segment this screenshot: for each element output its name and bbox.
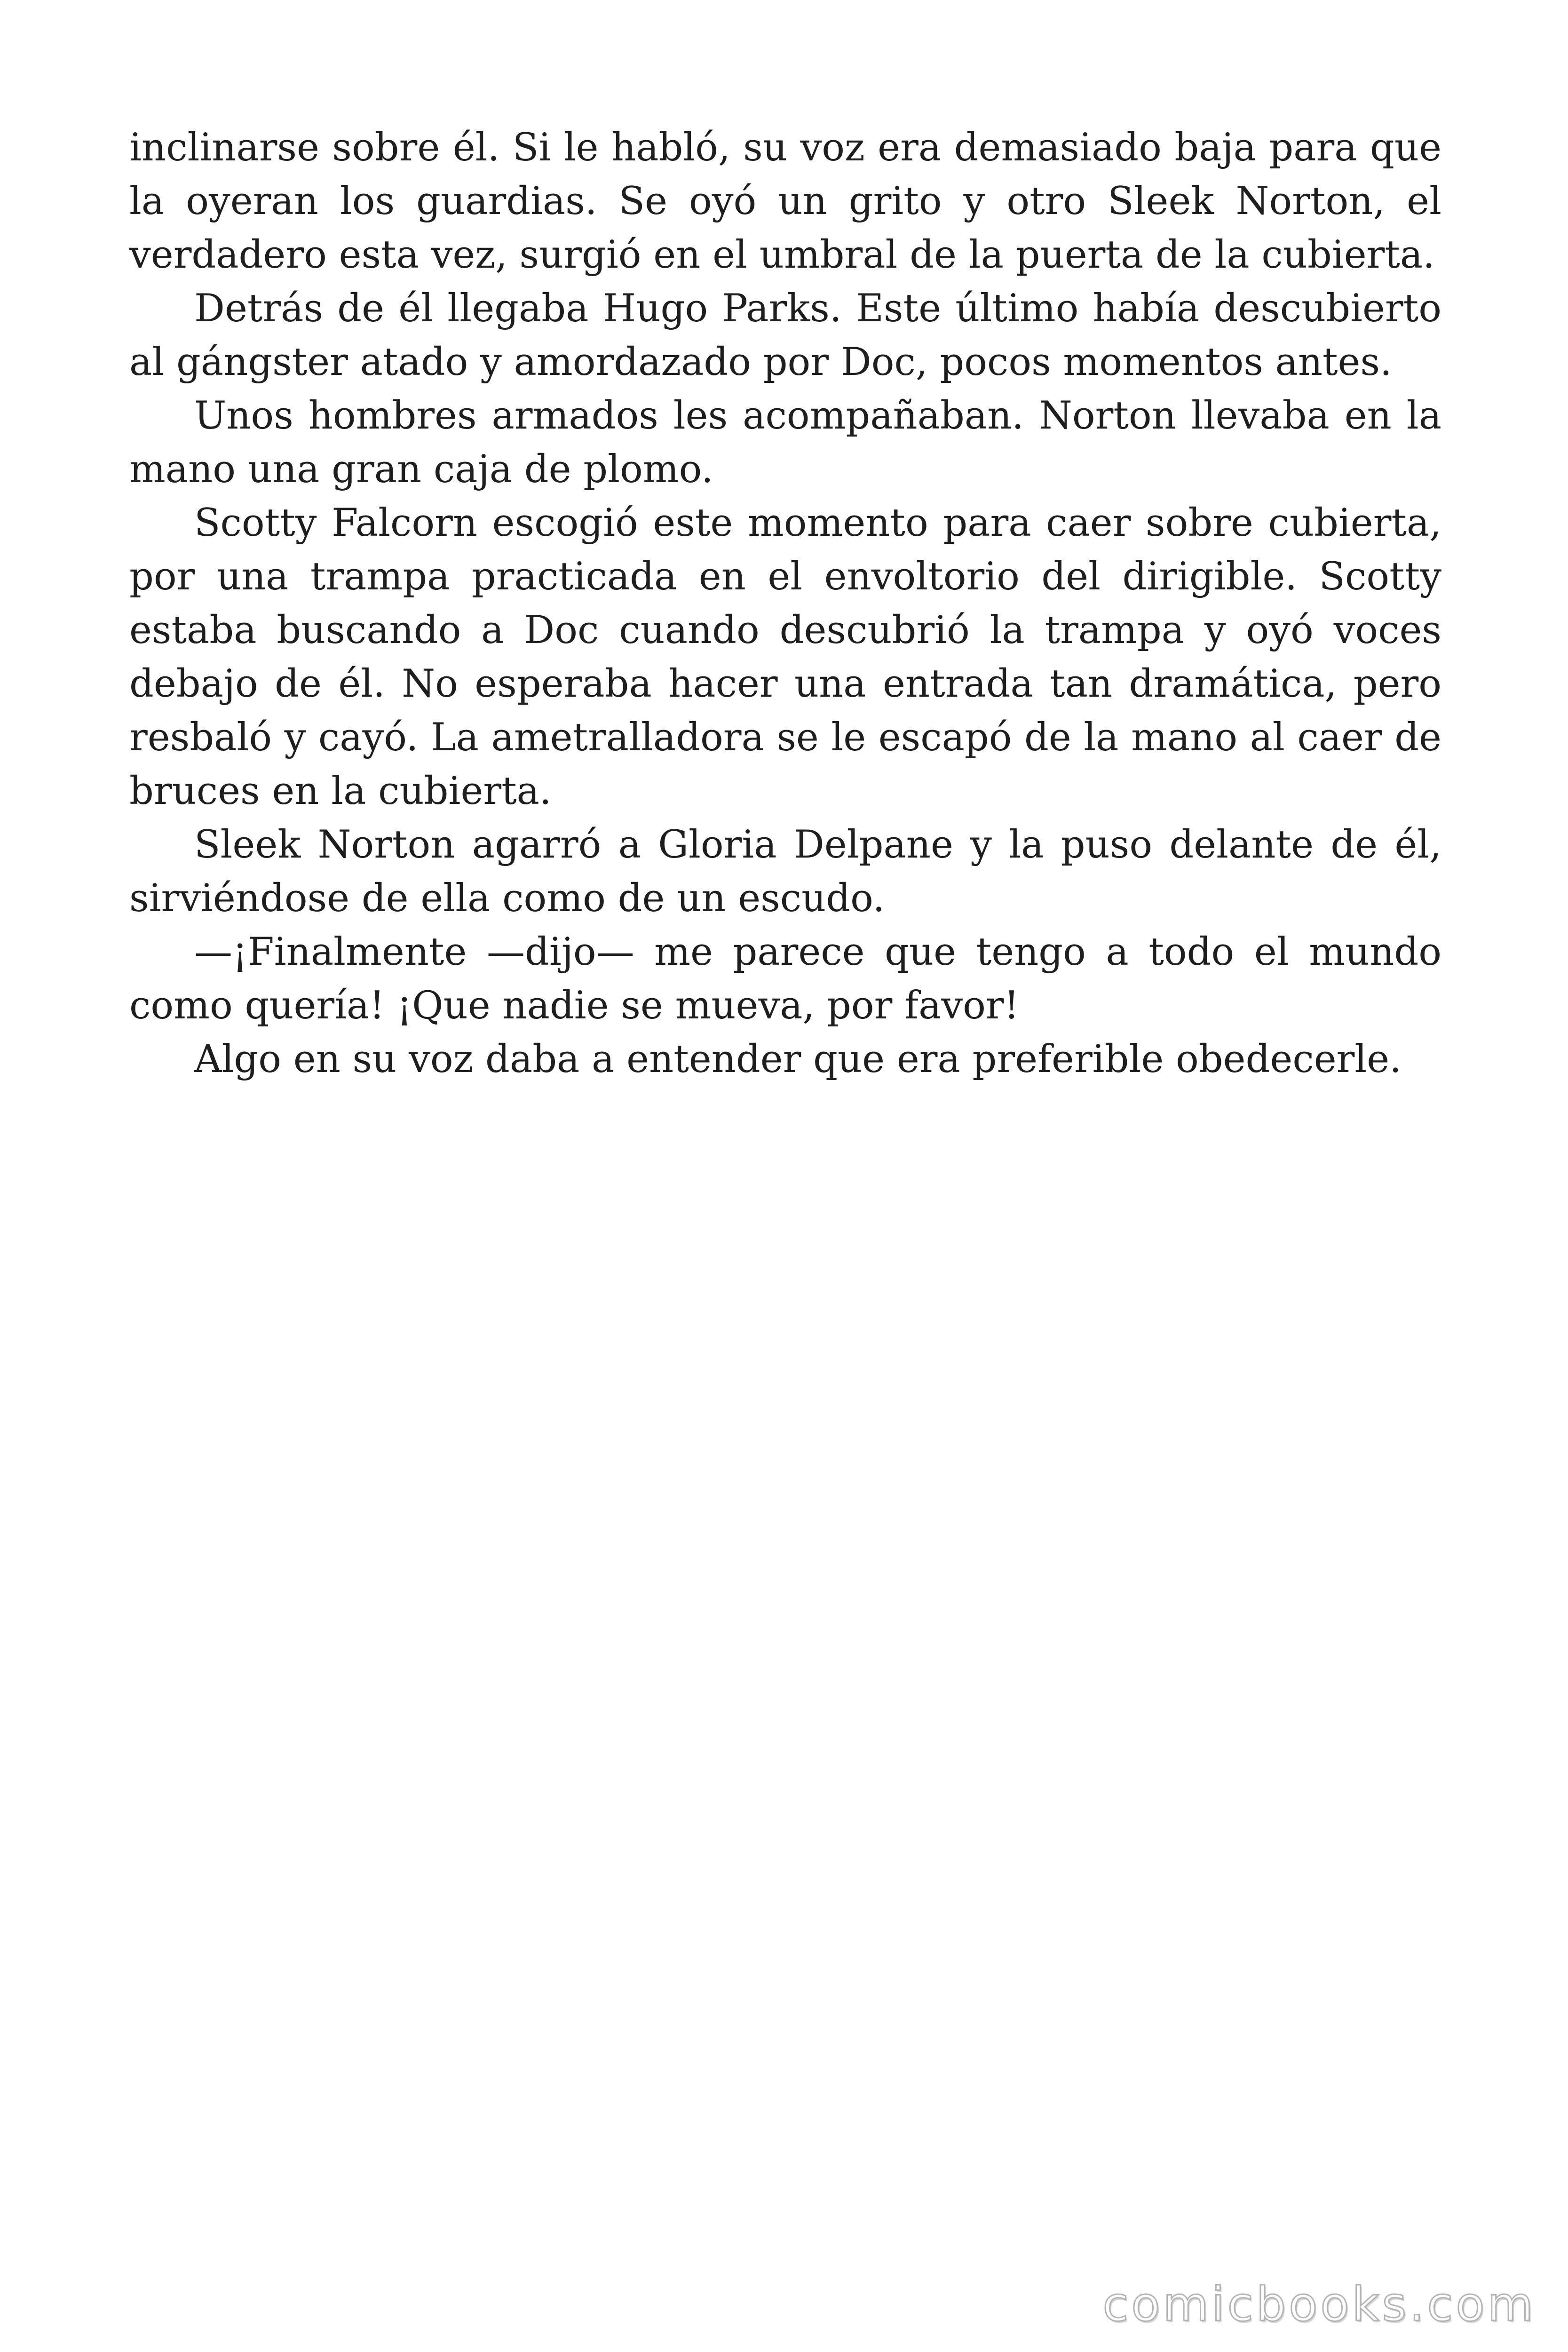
paragraph-3: Unos hombres armados les acompañaban. Norton llevaba en la mano una gran caja de plomo. [129,394,1441,492]
body-text [129,121,1441,1086]
paragraph-6: —¡Finalmente —dijo— me parece que tengo a todo el mundo como quería! ¡Que nadie se mueva, por favor! [129,930,1441,1028]
paragraph-4: Scotty Falcorn escogió este momento para caer sobre cubierta, por una trampa practicada en el envoltorio del dirigible. Scotty estaba buscando a Doc cuando descubrió la trampa y oyó voces debajo de él. No esperaba hacer una entrada tan dramática, pero resbaló y cayó. La ametralladora se le escapó de la mano al caer de bruces en la cubierta. [129,501,1441,813]
paragraph-7: Algo en su voz daba a entender que era preferible obedecerle. [194,1037,1402,1081]
paragraph-2: Detrás de él llegaba Hugo Parks. Este último había descubierto al gángster atado y amordazado por Doc, pocos momentos antes. [129,286,1441,384]
watermark: comicbooks.com [1102,2277,1536,2332]
paragraph-5: Sleek Norton agarró a Gloria Delpane y la puso delante de él, sirviéndose de ella como de un escudo. [129,823,1441,921]
paragraph-1: inclinarse sobre él. Si le habló, su voz era demasiado baja para que la oyeran los guardias. Se oyó un grito y otro Sleek Norton, el verdadero esta vez, surgió en el umbral de la puerta de la cubierta. [129,126,1441,277]
